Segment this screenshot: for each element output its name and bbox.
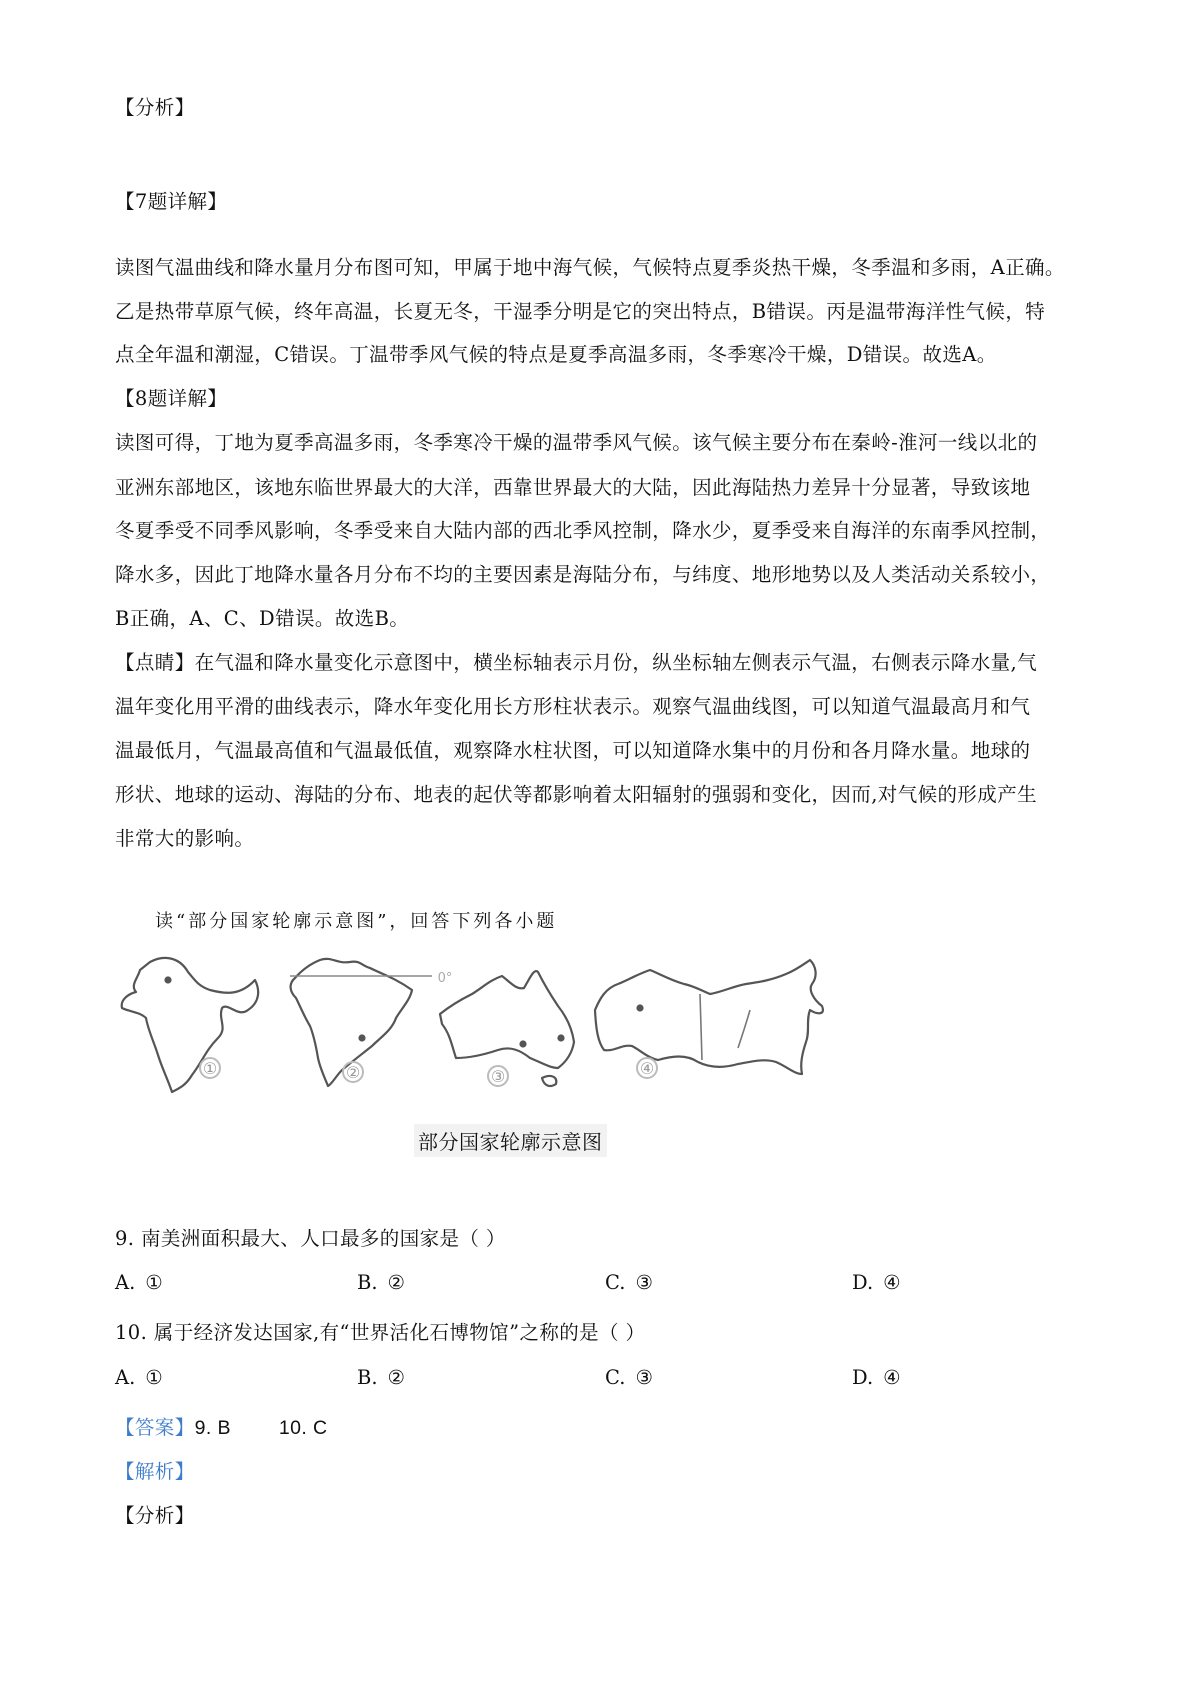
tip-line: 形状、地球的运动、海陆的分布、地表的起伏等都影响着太阳辐射的强弱和变化，因而,对气候的形成产生 bbox=[115, 783, 1037, 806]
analysis-heading-top: 【分析】 bbox=[115, 96, 195, 119]
option-value: ② bbox=[387, 1271, 406, 1294]
option-letter: A. bbox=[115, 1271, 136, 1294]
q10-option-d[interactable] bbox=[852, 1366, 901, 1389]
tip-line: 温最低月，气温最高值和气温最低值，观察降水柱状图，可以知道降水集中的月份和各月降水量。地球的 bbox=[115, 739, 1031, 762]
map-label-1: ① bbox=[202, 1059, 218, 1078]
australia-outline bbox=[437, 971, 574, 1068]
option-letter: C. bbox=[605, 1366, 626, 1389]
question-10-stem: 10. 属于经济发达国家,有“世界活化石博物馆”之称的是（ ） bbox=[115, 1321, 646, 1344]
option-letter: D. bbox=[852, 1271, 874, 1294]
option-value: ① bbox=[145, 1271, 163, 1294]
australia-dot-2 bbox=[559, 1036, 564, 1041]
q9-option-d[interactable] bbox=[852, 1271, 901, 1294]
option-letter: A. bbox=[115, 1366, 136, 1389]
q10-option-a[interactable] bbox=[115, 1366, 163, 1389]
explanation-label: 【解析】 bbox=[115, 1460, 195, 1483]
answer-item: 10. C bbox=[278, 1417, 328, 1439]
russia-inner-border bbox=[700, 994, 750, 1060]
option-value: ③ bbox=[635, 1271, 653, 1294]
option-value: ① bbox=[145, 1366, 163, 1389]
q8-line: 亚洲东部地区，该地东临世界最大的大洋，西靠世界最大的大陆，因此海陆热力差异十分显著，导致该地 bbox=[115, 476, 1031, 499]
option-value: ③ bbox=[635, 1366, 653, 1389]
q8-heading: 【8题详解】 bbox=[115, 387, 228, 410]
answer-line bbox=[115, 1416, 328, 1440]
option-letter: C. bbox=[605, 1271, 626, 1294]
q7-line: 乙是热带草原气候，终年高温，长夏无冬，干湿季分明是它的突出特点，B错误。丙是温带海洋性气候，特 bbox=[115, 300, 1046, 323]
tip-line: 在气温和降水量变化示意图中，横坐标轴表示月份，纵坐标轴左侧表示气温，右侧表示降水量,气 bbox=[194, 651, 1038, 674]
map-label-2: ② bbox=[345, 1063, 361, 1082]
figure-caption: 部分国家轮廓示意图 bbox=[414, 1124, 607, 1157]
tip-line: 非常大的影响。 bbox=[115, 827, 255, 850]
tip-paragraph-line-1 bbox=[115, 651, 1037, 675]
option-letter: B. bbox=[357, 1271, 378, 1294]
answer-label: 【答案】 bbox=[115, 1416, 195, 1439]
figure-intro: 读“部分国家轮廓示意图”，回答下列各小题 bbox=[155, 911, 558, 932]
q10-option-b[interactable] bbox=[357, 1366, 405, 1389]
q8-line: 读图可得，丁地为夏季高温多雨，冬季寒冷干燥的温带季风气候。该气候主要分布在秦岭-淮河一线以北的 bbox=[115, 431, 1038, 454]
q9-option-c[interactable] bbox=[605, 1271, 653, 1294]
answer-item: 9. B bbox=[194, 1417, 231, 1439]
q7-line: 点全年温和潮湿，C错误。丁温带季风气候的特点是夏季高温多雨，冬季寒冷干燥，D错误。故选A。 bbox=[115, 343, 997, 366]
q8-line: B正确，A、C、D错误。故选B。 bbox=[115, 607, 410, 630]
analysis-heading-bottom: 【分析】 bbox=[115, 1504, 195, 1527]
option-letter: D. bbox=[852, 1366, 874, 1389]
tip-label: 【点睛】 bbox=[115, 651, 195, 674]
q9-option-b[interactable] bbox=[357, 1271, 405, 1294]
q8-line: 降水多，因此丁地降水量各月分布不均的主要因素是海陆分布，与纬度、地形地势以及人类活动关系较小， bbox=[115, 563, 1051, 586]
map-label-3: ③ bbox=[490, 1067, 506, 1086]
option-letter: B. bbox=[357, 1366, 378, 1389]
map-label-4: ④ bbox=[639, 1059, 655, 1078]
tip-line: 温年变化用平滑的曲线表示，降水年变化用长方形柱状表示。观察气温曲线图，可以知道气温最高月和气 bbox=[115, 695, 1031, 718]
q8-line: 冬夏季受不同季风影响，冬季受来自大陆内部的西北季风控制，降水少，夏季受来自海洋的东南季风控制， bbox=[115, 519, 1051, 542]
india-outline bbox=[122, 958, 258, 1092]
australia-dot-1 bbox=[521, 1042, 526, 1047]
q7-heading: 【7题详解】 bbox=[115, 190, 228, 213]
india-capital-dot bbox=[166, 978, 171, 983]
q10-option-c[interactable] bbox=[605, 1366, 653, 1389]
q9-option-a[interactable] bbox=[115, 1271, 163, 1294]
tasmania-outline bbox=[542, 1076, 556, 1086]
question-9-stem: 9. 南美洲面积最大、人口最多的国家是（ ） bbox=[115, 1227, 506, 1250]
option-value: ④ bbox=[883, 1366, 901, 1389]
q7-line: 读图气温曲线和降水量月分布图可知，甲属于地中海气候，气候特点夏季炎热干燥，冬季温和多雨，A正确。 bbox=[115, 256, 1065, 279]
brazil-capital-dot bbox=[360, 1036, 365, 1041]
country-outline-map bbox=[110, 950, 870, 1100]
option-value: ④ bbox=[883, 1271, 901, 1294]
equator-label: 0° bbox=[437, 971, 453, 986]
russia-outline bbox=[595, 960, 823, 1074]
option-value: ② bbox=[387, 1366, 406, 1389]
russia-dot bbox=[638, 1006, 643, 1011]
